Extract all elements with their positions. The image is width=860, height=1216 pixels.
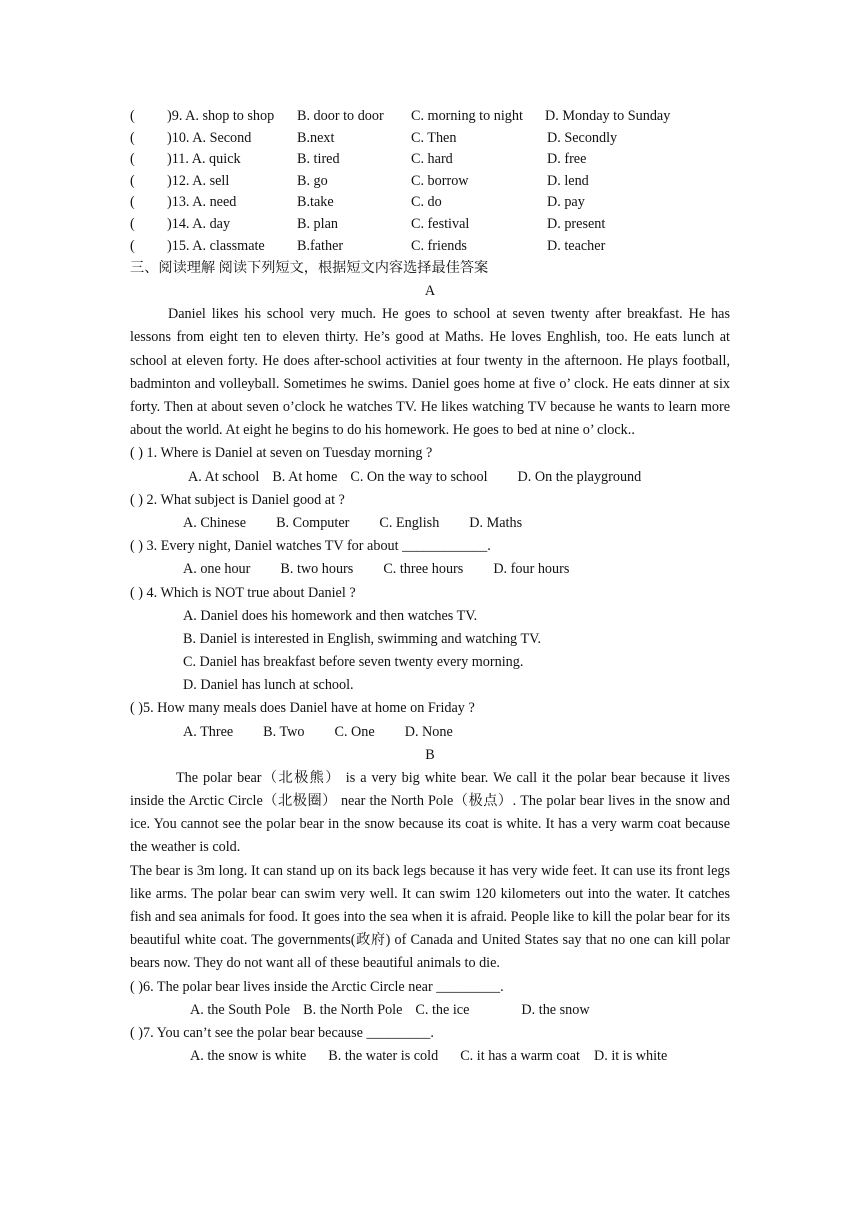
cloze-option-d: D. pay xyxy=(547,194,585,211)
cloze-option-a: )12. A. sell xyxy=(167,172,230,189)
cloze-option-d: D. free xyxy=(547,151,587,168)
answer-blank: ( xyxy=(130,172,135,189)
cloze-options xyxy=(130,106,730,257)
option: B. two hours xyxy=(280,561,354,578)
option: C. it has a warm coat xyxy=(460,1048,580,1065)
answer-blank: ( xyxy=(130,129,135,146)
exam-page xyxy=(130,106,730,1068)
option: D. the snow xyxy=(521,1001,590,1018)
option: B. the North Pole xyxy=(303,1001,403,1018)
option: C. English xyxy=(379,514,440,531)
question-4-option: C. Daniel has breakfast before seven twenty every morning. xyxy=(183,654,524,671)
option: C. On the way to school xyxy=(350,468,488,485)
cloze-option-b: B.next xyxy=(297,129,335,146)
question-2: ( ) 2. What subject is Daniel good at ? xyxy=(130,491,345,508)
option: D. it is white xyxy=(593,1048,668,1065)
option: C. One xyxy=(334,723,375,740)
question-7: ( )7. You can’t see the polar bear because _________. xyxy=(130,1025,434,1042)
cloze-option-a: )13. A. need xyxy=(167,194,237,211)
option: D. On the playground xyxy=(517,468,642,485)
cloze-option-c: C. Then xyxy=(411,129,457,146)
answer-blank: ( xyxy=(130,151,135,168)
option: A. the South Pole xyxy=(190,1001,291,1018)
option: A. At school xyxy=(188,468,260,485)
option: A. one hour xyxy=(183,561,251,578)
cloze-option-a: )11. A. quick xyxy=(167,151,241,168)
cloze-option-a: )10. A. Second xyxy=(167,129,252,146)
section-title: 三、阅读理解 阅读下列短文，根据短文内容选择最佳答案 xyxy=(130,260,489,277)
cloze-row-11 xyxy=(130,149,730,171)
question-2-options xyxy=(130,512,730,535)
passage-b-paragraph-2: The bear is 3m long. It can stand up on its back legs because it has very wide feet. It can use its front legs like arms. The polar bear can swim very well. It can swim 120 kilometers out into the water. It catches fish and sea animals for food. It goes into the sea when it is afraid. People like to kill the polar bear for its beautiful white coat. The governments(政府) of Canada and United States say that no one can kill polar bears now. They do not want all of these beautiful animals to die. xyxy=(130,862,730,972)
cloze-option-b: B. tired xyxy=(297,151,340,168)
question-6: ( )6. The polar bear lives inside the Arctic Circle near _________. xyxy=(130,978,504,995)
option: B. At home xyxy=(272,468,338,485)
option: C. the ice xyxy=(415,1001,470,1018)
option: B. Two xyxy=(263,723,305,740)
question-1: ( ) 1. Where is Daniel at seven on Tuesday morning ? xyxy=(130,445,433,462)
cloze-option-d: D. present xyxy=(547,215,606,232)
cloze-option-c: C. friends xyxy=(411,237,467,254)
cloze-option-a: )15. A. classmate xyxy=(167,237,265,254)
cloze-option-b: B.take xyxy=(297,194,334,211)
cloze-row-13 xyxy=(130,192,730,214)
option: D. Maths xyxy=(469,514,523,531)
cloze-option-c: C. do xyxy=(411,194,442,211)
cloze-row-12 xyxy=(130,171,730,193)
cloze-row-10 xyxy=(130,128,730,150)
passage-b-label: B xyxy=(425,746,435,763)
passage-b-paragraph-1: The polar bear（北极熊） is a very big white bear. We call it the polar bear because it lives inside the Arctic Circle（北极圈） near the North Pole（极点）. The polar bear lives in the snow and ice. You cannot see the polar bear in the snow because its coat is white. It has a very warm coat because the weather is cold. xyxy=(130,769,730,856)
cloze-option-a: )9. A. shop to shop xyxy=(167,108,275,124)
cloze-option-c: C. hard xyxy=(411,151,453,168)
question-7-options xyxy=(130,1045,730,1068)
answer-blank: ( xyxy=(130,237,135,254)
question-4-option: A. Daniel does his homework and then watches TV. xyxy=(183,607,478,624)
option: D. four hours xyxy=(493,561,570,578)
passage-b-questions xyxy=(130,976,730,1069)
question-5-options xyxy=(130,721,730,744)
cloze-option-d: D. Monday to Sunday xyxy=(545,108,671,124)
question-4: ( ) 4. Which is NOT true about Daniel ? xyxy=(130,584,356,601)
question-6-options xyxy=(130,999,730,1022)
question-3: ( ) 3. Every night, Daniel watches TV for about ____________. xyxy=(130,538,491,555)
passage-a-text: Daniel likes his school very much. He goes to school at seven twenty after breakfast. He has lessons from eight ten to eleven thirty. He’s good at Maths. He loves Enghlish, too. He eats lunch at school at eleven forty. He does after-school activities at four twenty in the afternoon. He plays football, badminton and volleyball. Sometimes he swims. Daniel goes home at five o’ clock. He eats dinner at six forty. Then at about seven o’clock he watches TV. He likes watching TV because he wants to learn more about the world. At eight he begins to do his homework. He goes to bed at nine o’ clock.. xyxy=(130,306,730,439)
option: B. the water is cold xyxy=(328,1048,439,1065)
answer-blank: ( xyxy=(130,194,135,211)
option: B. Computer xyxy=(276,514,350,531)
cloze-row-14 xyxy=(130,214,730,236)
passage-a-label: A xyxy=(424,283,436,300)
cloze-option-b: B.father xyxy=(297,237,344,254)
cloze-row-9 xyxy=(130,106,730,128)
option: D. None xyxy=(404,723,453,740)
answer-blank: ( xyxy=(130,215,135,232)
cloze-option-c: C. festival xyxy=(411,215,470,232)
option: A. Chinese xyxy=(183,514,247,531)
cloze-option-d: D. teacher xyxy=(547,237,606,254)
option: A. Three xyxy=(183,723,234,740)
cloze-option-d: D. Secondly xyxy=(547,129,618,146)
cloze-option-b: B. door to door xyxy=(297,108,384,124)
cloze-option-b: B. plan xyxy=(297,215,338,232)
passage-a-questions xyxy=(130,442,730,743)
question-4-option: B. Daniel is interested in English, swimming and watching TV. xyxy=(183,630,542,647)
question-1-options xyxy=(130,466,730,489)
option: A. the snow is white xyxy=(190,1048,307,1065)
cloze-option-c: C. borrow xyxy=(411,172,469,189)
option: C. three hours xyxy=(383,561,464,578)
cloze-option-d: D. lend xyxy=(547,172,589,189)
question-4-option: D. Daniel has lunch at school. xyxy=(183,677,354,694)
answer-blank: ( xyxy=(130,108,135,124)
question-3-options xyxy=(130,558,730,581)
cloze-row-15 xyxy=(130,236,730,258)
cloze-option-b: B. go xyxy=(297,172,328,189)
cloze-option-c: C. morning to night xyxy=(411,108,523,124)
cloze-option-a: )14. A. day xyxy=(167,215,231,232)
question-5: ( )5. How many meals does Daniel have at home on Friday ? xyxy=(130,700,475,717)
